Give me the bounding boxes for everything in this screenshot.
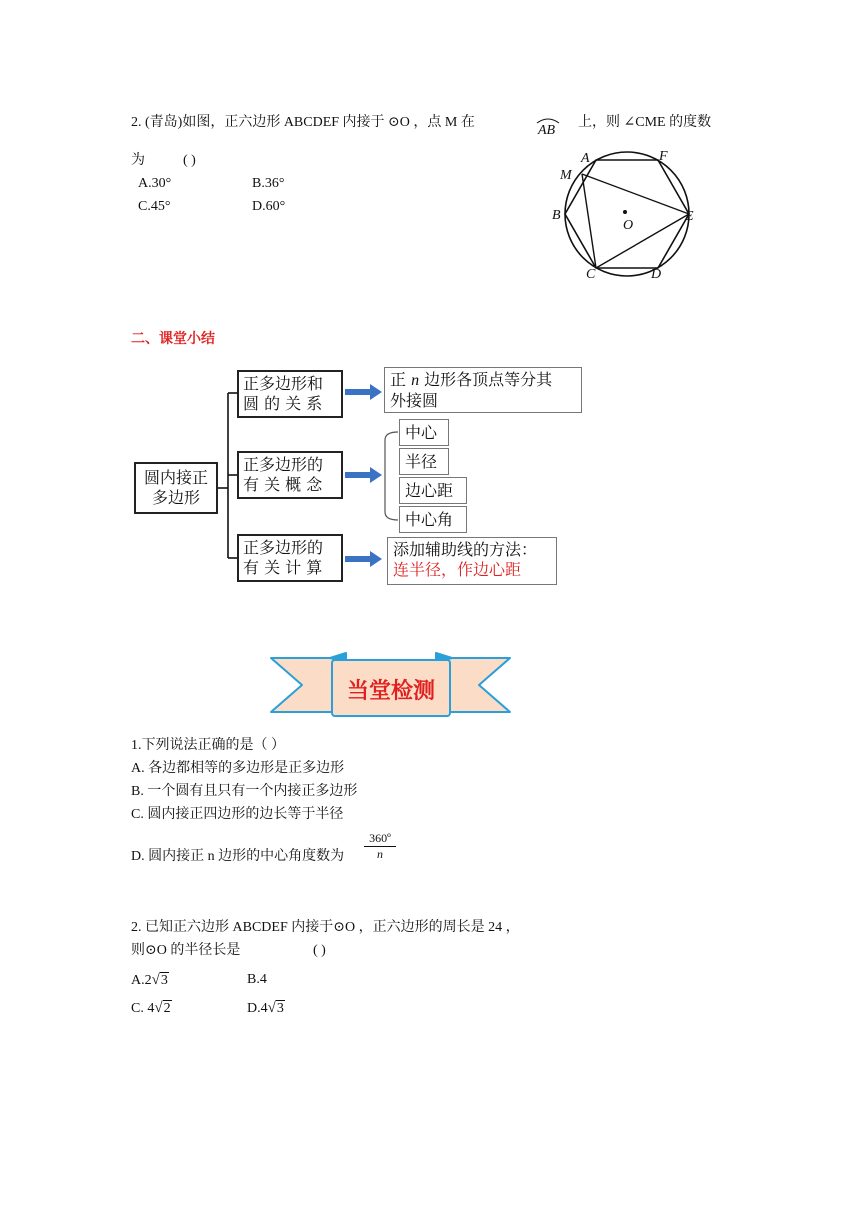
branch1-line2: 圆 的 关 系 bbox=[243, 394, 323, 413]
calc-result-box bbox=[387, 537, 557, 585]
summary-root-box bbox=[134, 462, 218, 514]
relation-result-post: 边形各顶点等分其 bbox=[419, 370, 553, 389]
branch1-line1: 正多边形和 bbox=[243, 374, 324, 393]
banner-title: 当堂检测 bbox=[346, 679, 435, 704]
q2-top-option-c: C.45° bbox=[138, 199, 171, 214]
q2-top-option-a: A.30° bbox=[138, 176, 172, 191]
q2-option-d-radicand: 3 bbox=[276, 1001, 284, 1016]
q2-paren: ( ) bbox=[313, 943, 326, 958]
q2-option-a-prefix: A.2 bbox=[131, 973, 152, 988]
summary-heading: 二、课堂小结 bbox=[131, 331, 215, 347]
sqrt-icon: √2 bbox=[154, 1000, 171, 1016]
fraction-denominator: n bbox=[377, 847, 383, 861]
label-c: C bbox=[586, 267, 596, 282]
root-line1: 圆内接正 bbox=[143, 468, 208, 487]
q2-top-line1-end: 上，则 ∠CME 的度数 bbox=[578, 115, 712, 130]
q2-line1: 2. 已知正六边形 ABCDEF 内接于⊙O ，正六边形的周长是 24 ， bbox=[131, 920, 520, 935]
branch3-line2: 有 关 计 算 bbox=[243, 558, 323, 577]
root-line2: 多边形 bbox=[151, 488, 200, 507]
arrow-icon-3 bbox=[345, 551, 382, 567]
arc-label-text: AB bbox=[538, 123, 556, 138]
q2-option-a-radicand: 3 bbox=[160, 973, 168, 988]
q2-option-b: B.4 bbox=[247, 972, 267, 987]
fraction-numerator: 360º bbox=[364, 831, 396, 847]
branch3-line1: 正多边形的 bbox=[243, 538, 324, 557]
concept-bracket bbox=[385, 432, 398, 520]
concept-item-central-angle: 中心角 bbox=[399, 506, 467, 533]
branch-concept-box bbox=[237, 451, 343, 499]
relation-result-line1 bbox=[390, 370, 576, 391]
q2-option-c-prefix: C. 4 bbox=[131, 1001, 155, 1016]
q2-top-line1-start: 2. (青岛)如图，正六边形 ABCDEF 内接于 ⊙O ，点 M 在 bbox=[131, 115, 475, 130]
arrow-icon-2 bbox=[345, 467, 382, 483]
q2-option-c-radicand: 2 bbox=[163, 1001, 171, 1016]
branch-calc-box bbox=[237, 534, 343, 582]
label-o: O bbox=[623, 218, 634, 233]
q1-fraction bbox=[364, 831, 396, 862]
label-b: B bbox=[552, 208, 561, 223]
q2-line2: 则⊙O 的半径长是 bbox=[131, 943, 241, 958]
concept-item-center: 中心 bbox=[399, 419, 449, 446]
relation-result-pre: 正 bbox=[390, 370, 412, 389]
q2-option-d bbox=[247, 999, 285, 1018]
q2-top-line2: 为 bbox=[131, 153, 145, 168]
label-a: A bbox=[581, 151, 590, 166]
relation-result-box bbox=[384, 367, 582, 413]
concept-item-radius: 半径 bbox=[399, 448, 449, 475]
q2-top-paren: ( ) bbox=[183, 153, 196, 168]
q2-option-c bbox=[131, 999, 172, 1018]
arrow-icon-1 bbox=[345, 384, 382, 400]
q1-option-a: A. 各边都相等的多边形是正多边形 bbox=[131, 761, 345, 776]
label-f: F bbox=[659, 149, 668, 164]
calc-result-line1: 添加辅助线的方法： bbox=[393, 540, 538, 559]
label-e: E bbox=[685, 209, 694, 224]
sqrt-icon: √3 bbox=[151, 972, 168, 988]
branch-relation-box bbox=[237, 370, 343, 418]
branch2-line1: 正多边形的 bbox=[243, 455, 324, 474]
sqrt-icon: √3 bbox=[267, 1000, 284, 1016]
calc-result-line2: 连半径，作边心距 bbox=[393, 560, 522, 579]
label-d: D bbox=[651, 267, 662, 282]
q1-option-d: D. 圆内接正 n 边形的中心角度数为 bbox=[131, 849, 345, 864]
q2-top-option-d: D.60° bbox=[252, 199, 286, 214]
branch2-line2: 有 关 概 念 bbox=[243, 475, 323, 494]
q2-option-d-prefix: D.4 bbox=[247, 1001, 268, 1016]
q1-stem: 1.下列说法正确的是（ ） bbox=[131, 738, 285, 753]
concept-item-apothem: 边心距 bbox=[399, 477, 467, 504]
q2-option-a bbox=[131, 971, 169, 990]
relation-result-line2: 外接圆 bbox=[390, 391, 439, 410]
q1-option-b: B. 一个圆有且只有一个内接正多边形 bbox=[131, 784, 358, 799]
relation-result-n: n bbox=[411, 372, 420, 389]
q1-option-c: C. 圆内接正四边形的边长等于半径 bbox=[131, 807, 344, 822]
q2-top-option-b: B.36° bbox=[252, 176, 285, 191]
label-m: M bbox=[560, 168, 572, 183]
